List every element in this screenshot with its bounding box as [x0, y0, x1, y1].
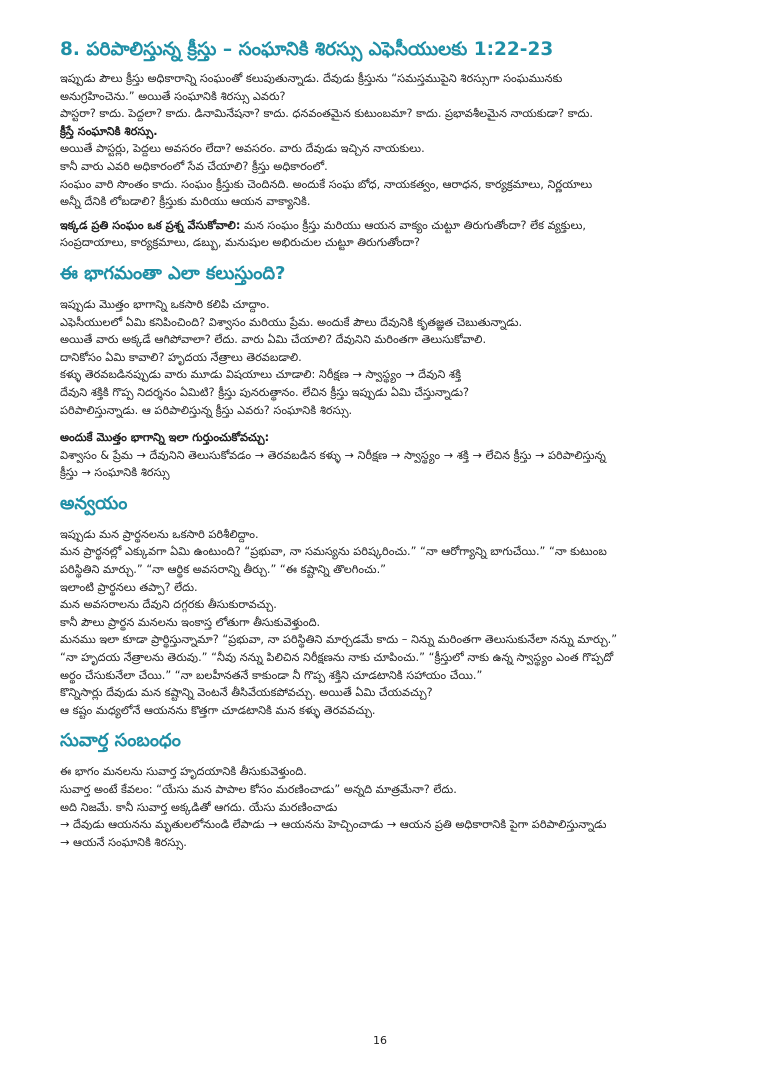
paragraph-line: సంఘం వారి సొంతం కాదు. సంఘం క్రీస్తుకు చెందినది. అందుకే సంఘ బోధ, నాయకత్వం, ఆరాధన, కార్యక్రమాలు, నిర్ణయాలు [60, 177, 593, 191]
paragraph-line: ఇప్పుడు మన ప్రార్థనలను ఒకసారి పరిశీలిద్దాం. [60, 527, 259, 541]
paragraph-line: అన్నీ దేనికి లోబడాలి? క్రీస్తుకు మరియు ఆయన వాక్యానికి. [60, 195, 311, 209]
paragraph-line: కళ్ళు తెరవబడినప్పుడు వారు మూడు విషయాలు చూడాలి: నిరీక్షణ → స్వాస్థ్యం → దేవుని శక్తి [60, 368, 462, 382]
paragraph-line: పరిస్థితిని మార్చు.” “నా ఆర్థిక అవసరాన్ని తీర్చు.” “ఈ కష్టాన్ని తొలగించు.” [60, 563, 387, 577]
question-paragraph [60, 217, 730, 235]
paragraph-line: ఈ భాగం మనలను సువార్త హృదయానికి తీసుకువెళ్తుంది. [60, 765, 307, 779]
paragraph-line: కానీ వారు ఎవరి అధికారంలో సేవ చేయాలి? క్రీస్తు అధికారంలో. [60, 159, 328, 173]
page-number: 16 [373, 1034, 387, 1047]
question-lead: ఇక్కడ ప్రతి సంఘం ఒక ప్రశ్న వేసుకోవాలి: [60, 218, 241, 232]
question-text: మన సంఘం క్రీస్తు మరియు ఆయన వాక్యం చుట్టూ తిరుగుతోందా? లేక వ్యక్తులు, [240, 218, 586, 232]
paragraph-line: మన అవసరాలను దేవుని దగ్గరకు తీసుకురావచ్చు. [60, 598, 277, 612]
paragraph-line: మనము ఇలా కూడా ప్రార్థిస్తున్నామా? “ప్రభువా, నా పరిస్థితిని మార్చడమే కాదు – నిన్ను మరింతగా తెలుసుకునేలా నన్ను మార్చు.” [60, 633, 618, 647]
paragraph-line: పరిపాలిస్తున్నాడు. ఆ పరిపాలిస్తున్న క్రీస్తు ఎవరు? సంఘానికి శిరస్సు. [60, 403, 353, 417]
paragraph-line: దేవుని శక్తికి గొప్ప నిదర్శనం ఏమిటి? క్రీస్తు పునరుత్థానం. లేచిన క్రీస్తు ఇప్పుడు ఏమి చేస్తున్నాడు? [60, 385, 469, 399]
page-content [60, 36, 730, 851]
paragraph-line: అయితే పాస్టర్లు, పెద్దలు అవసరం లేదా? అవసరం. వారు దేవుడు ఇచ్చిన నాయకులు. [60, 142, 425, 156]
summary-line: క్రీస్తు → సంఘానికి శిరస్సు [60, 466, 170, 480]
bold-statement: క్రీస్తే సంఘానికి శిరస్సు. [60, 124, 158, 138]
paragraph-line: ఇప్పుడు పౌలు క్రీస్తు అధికారాన్ని సంఘంతో కలుపుతున్నాడు. దేవుడు క్రీస్తును “సమస్తముపైని శిరస్సుగా సంఘమునకు [60, 72, 563, 85]
section-heading-how-it-fits: ఈ భాగమంతా ఎలా కలుస్తుంది? [60, 262, 286, 284]
section-heading-gospel-connection: సువార్త సంబంధం [60, 730, 181, 752]
paragraph-line: అనుగ్రహించెను.” అయితే సంఘానికి శిరస్సు ఎవరు? [60, 89, 286, 103]
paragraph-line: అది నిజమే. కానీ సువార్త అక్కడితో ఆగదు. యేసు మరణించాడు [60, 800, 338, 814]
paragraph-line: కొన్నిసార్లు దేవుడు మన కష్టాన్ని వెంటనే తీసివేయకపోవచ్చు. అయితే ఏమి చేయవచ్చు? [60, 686, 433, 700]
summary-heading: అందుకే మొత్తం భాగాన్ని ఇలా గుర్తుంచుకోవచ్చు: [60, 431, 270, 445]
paragraph-line: ఎఫెసీయులలో ఏమి కనిపించింది? విశ్వాసం మరియు ప్రేమ. అందుకే పౌలు దేవునికి కృతజ్ఞత చెబుతున్నాడు. [60, 315, 523, 329]
paragraph-line: కానీ పౌలు ప్రార్థన మనలను ఇంకాస్త లోతుగా తీసుకువెళ్తుంది. [60, 615, 321, 629]
paragraph-line: దానికోసం ఏమి కావాలి? హృదయ నేత్రాలు తెరవబడాలి. [60, 350, 302, 364]
paragraph-line: అర్థం చేసుకునేలా చేయి.” “నా బలహీనతనే కాకుండా నీ గొప్ప శక్తిని చూడటానికి సహాయం చేయి.” [60, 668, 483, 682]
paragraph-line: “నా హృదయ నేత్రాలను తెరువు.” “నీవు నన్ను పిలిచిన నిరీక్షణను నాకు చూపించు.” “క్రీస్తులో నాకు ఉన్న స్వాస్థ్యం ఎంత గొప్పదో [60, 651, 614, 665]
paragraph-line: ఇలాంటి ప్రార్థనలు తప్పా? లేదు. [60, 580, 198, 594]
paragraph-line: → దేవుడు ఆయనను మృతులలోనుండి లేపాడు → ఆయనను హెచ్చించాడు → ఆయన ప్రతి అధికారానికి పైగా పరిపాలిస్తున్నాడు [60, 818, 607, 832]
paragraph-line: సంప్రదాయాలు, కార్యక్రమాలు, డబ్బు, మనుషుల అభిరుచుల చుట్టూ తిరుగుతోందా? [60, 236, 421, 250]
summary-line: విశ్వాసం & ప్రేమ → దేవునిని తెలుసుకోవడం → తెరవబడిన కళ్ళు → నిరీక్షణ → స్వాస్థ్యం → శక్తి → లేచిన క్రీస్తు → పరిపాలిస్తున్న [60, 448, 606, 462]
paragraph-line: → ఆయనే సంఘానికి శిరస్సు. [60, 835, 187, 849]
paragraph-line: ఆ కష్టం మధ్యలోనే ఆయనను కొత్తగా చూడటానికి మన కళ్ళు తెరవవచ్చు. [60, 703, 376, 717]
paragraph-line: అయితే వారు అక్కడే ఆగిపోవాలా? లేదు. వారు ఏమి చేయాలి? దేవునిని మరింతగా తెలుసుకోవాలి. [60, 333, 487, 347]
paragraph-line: పాస్టరా? కాదు. పెద్దలా? కాదు. డినామినేషనా? కాదు. ధనవంతమైన కుటుంబమా? కాదు. ప్రభావశీలమైన నాయకుడా? కాదు. [60, 107, 593, 121]
section-heading-application: అన్వయం [60, 492, 128, 514]
section-heading-head-of-church: 8. పరిపాలిస్తున్న క్రీస్తు – సంఘానికి శిరస్సు ఎఫెసీయులకు 1:22-23 [60, 39, 554, 60]
paragraph-line: ఇప్పుడు మొత్తం భాగాన్ని ఒకసారి కలిపి చూద్దాం. [60, 297, 270, 311]
paragraph-line: మన ప్రార్థనల్లో ఎక్కువగా ఏమి ఉంటుంది? “ప్రభువా, నా సమస్యను పరిష్కరించు.” “నా ఆరోగ్యాన్ని బాగుచేయి.” “నా కుటుంబ [60, 545, 607, 559]
paragraph-line: సువార్త అంటే కేవలం: “యేసు మన పాపాల కోసం మరణించాడు” అన్నది మాత్రమేనా? లేదు. [60, 783, 457, 796]
